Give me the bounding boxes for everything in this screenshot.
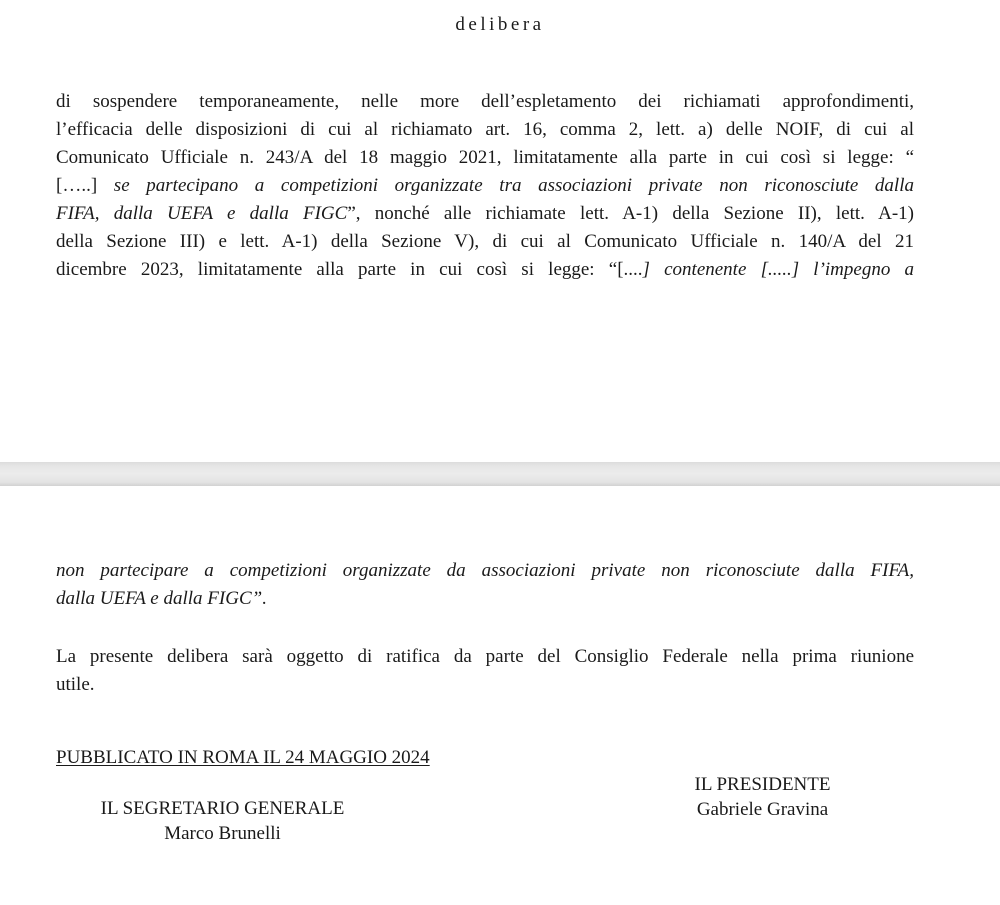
resolution-paragraph	[56, 88, 914, 284]
quoted-text: ] contenente [.....] l’impegno a	[642, 259, 915, 280]
continuation-paragraph	[56, 557, 914, 613]
paragraph-line: utile.	[56, 674, 95, 695]
quoted-text: non partecipare a competizioni organizzate da associazioni private non riconosciute dalla FIFA,	[56, 560, 914, 581]
quoted-text: se partecipano a competizioni organizzate tra associazioni private non riconosciute dalla	[97, 175, 914, 196]
president-signature-block	[660, 772, 865, 822]
paragraph-text: ”, nonché alle richiamate lett. A-1) della Sezione II), lett. A-1)	[347, 203, 914, 224]
quoted-text: dalla UEFA e dalla FIGC”.	[56, 588, 267, 609]
paragraph-line	[56, 172, 914, 200]
paragraph-text: dicembre 2023, limitatamente alla parte in cui così si legge: “[....	[56, 259, 643, 280]
page-separator	[0, 462, 1000, 486]
section-heading: delibera	[455, 14, 545, 35]
quoted-text: FIFA, dalla UEFA e dalla FIGC	[56, 203, 348, 224]
secretary-title: IL SEGRETARIO GENERALE	[100, 798, 345, 819]
quote-ellipsis: […..]	[56, 175, 98, 196]
secretary-signature-block	[70, 796, 375, 846]
president-title: IL PRESIDENTE	[694, 774, 831, 795]
ratification-paragraph	[56, 643, 914, 699]
paragraph-line: di sospendere temporaneamente, nelle more dell’espletamento dei richiamati approfondimenti,	[56, 91, 914, 112]
publication-line: PUBBLICATO IN ROMA IL 24 MAGGIO 2024	[56, 747, 430, 768]
paragraph-line: della Sezione III) e lett. A-1) della Sezione V), di cui al Comunicato Ufficiale n. 140/A del 21	[56, 231, 914, 252]
paragraph-line: l’efficacia delle disposizioni di cui al richiamato art. 16, comma 2, lett. a) delle NOIF, di cui al	[56, 119, 914, 140]
paragraph-line: La presente delibera sarà oggetto di ratifica da parte del Consiglio Federale nella prima riunione	[56, 646, 914, 667]
paragraph-line	[56, 200, 914, 228]
paragraph-line	[56, 256, 914, 284]
president-name: Gabriele Gravina	[696, 799, 829, 820]
secretary-name: Marco Brunelli	[164, 823, 281, 844]
paragraph-line: Comunicato Ufficiale n. 243/A del 18 maggio 2021, limitatamente alla parte in cui così si legge: “	[56, 147, 914, 168]
